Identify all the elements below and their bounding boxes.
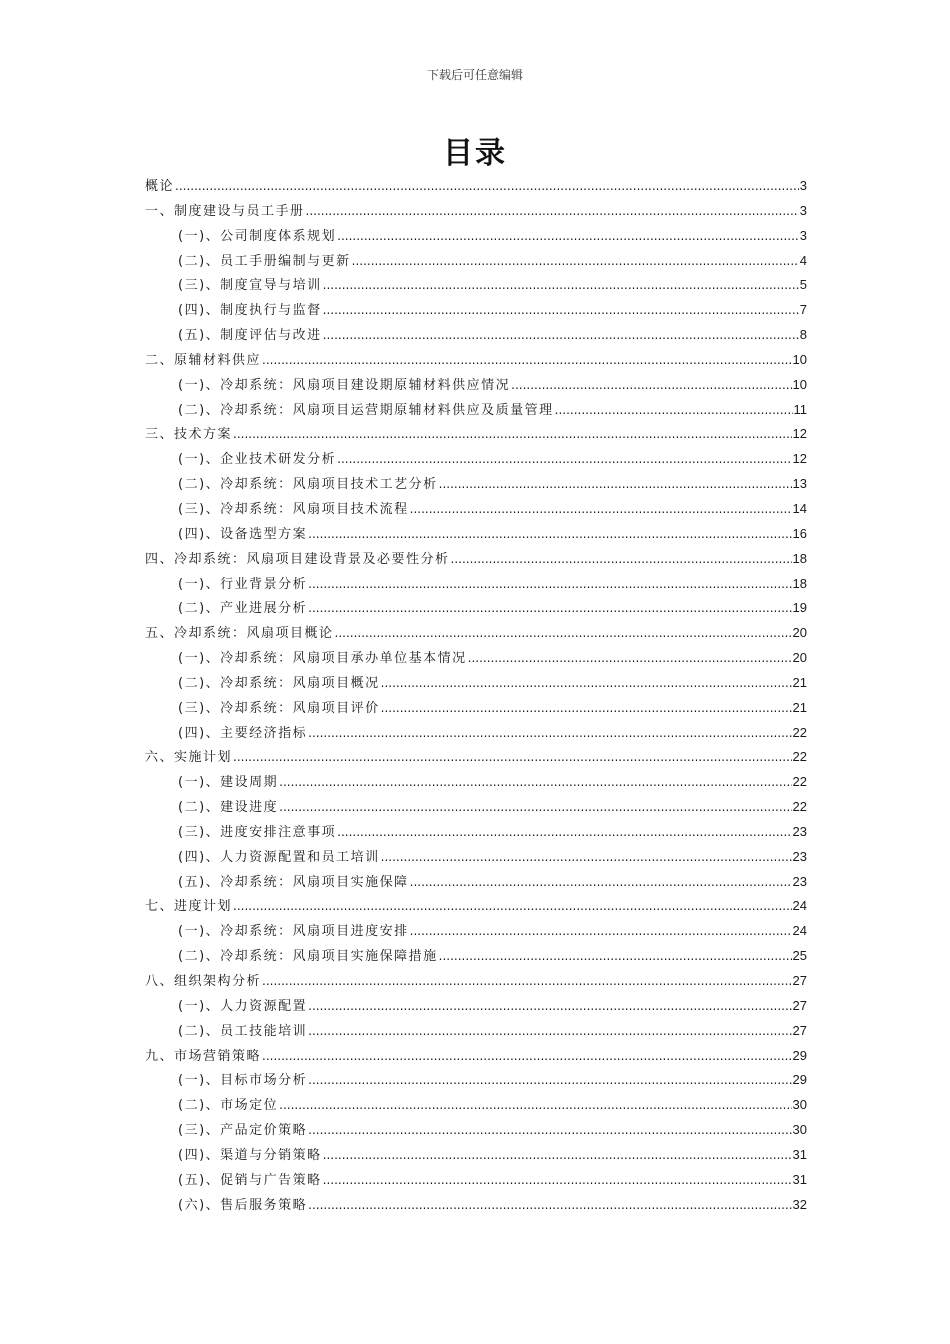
toc-leader-dots	[308, 721, 791, 747]
toc-leader-dots	[308, 522, 791, 548]
toc-leader-dots	[410, 870, 792, 896]
toc-leader-dots	[381, 671, 792, 697]
toc-entry[interactable]	[145, 845, 807, 870]
toc-entry[interactable]	[145, 497, 807, 522]
toc-entry[interactable]	[145, 1118, 807, 1143]
toc-entry-text: 四、冷却系统：风扇项目建设背景及必要性分析	[145, 551, 450, 567]
toc-entry-page: 21	[792, 674, 807, 690]
toc-entry-page: 23	[792, 873, 807, 889]
toc-entry-page: 10	[792, 376, 807, 392]
toc-leader-dots	[439, 472, 792, 498]
toc-entry[interactable]	[145, 547, 807, 572]
toc-entry[interactable]	[145, 1068, 807, 1093]
toc-entry[interactable]	[145, 1093, 807, 1118]
toc-entry-text: 七、进度计划	[145, 899, 233, 915]
toc-leader-dots	[262, 1044, 792, 1070]
toc-entry-text: (二)、员工手册编制与更新	[178, 253, 351, 269]
toc-entry-text: (四)、人力资源配置和员工培训	[178, 849, 380, 865]
toc-entry-text: (一)、行业背景分析	[178, 576, 308, 592]
toc-entry[interactable]	[145, 298, 807, 323]
toc-entry[interactable]	[145, 572, 807, 597]
header-note: 下载后可任意编辑	[426, 68, 523, 82]
toc-entry-page: 27	[792, 973, 807, 988]
toc-entry-page: 8	[799, 327, 807, 343]
toc-entry-text: (一)、冷却系统：风扇项目建设期原辅材料供应情况	[178, 377, 511, 393]
toc-entry-text: (三)、制度宣导与培训	[178, 278, 322, 294]
toc-entry-page: 5	[799, 277, 807, 293]
toc-entry-text: (一)、目标市场分析	[178, 1073, 308, 1089]
toc-entry[interactable]	[145, 621, 807, 646]
toc-entry-page: 3	[799, 178, 807, 193]
toc-entry[interactable]	[145, 422, 807, 447]
toc-entry-page: 19	[792, 600, 807, 616]
toc-entry-page: 18	[792, 575, 807, 591]
toc-entry-page: 7	[799, 302, 807, 318]
toc-entry-page: 27	[792, 1022, 807, 1038]
toc-leader-dots	[381, 696, 792, 722]
toc-leader-dots	[279, 770, 791, 796]
toc-entry-text: (二)、冷却系统：风扇项目概况	[178, 675, 380, 691]
toc-entry-page: 24	[792, 923, 807, 939]
toc-entry-page: 32	[792, 1196, 807, 1212]
table-of-contents	[145, 174, 807, 1217]
toc-leader-dots	[323, 1168, 792, 1194]
toc-entry-text: (二)、产业进展分析	[178, 601, 308, 617]
toc-leader-dots	[337, 447, 791, 473]
toc-entry[interactable]	[145, 820, 807, 845]
toc-entry-text: (五)、促销与广告策略	[178, 1172, 322, 1188]
toc-entry[interactable]	[145, 1168, 807, 1193]
toc-entry-page: 25	[792, 948, 807, 964]
toc-entry[interactable]	[145, 472, 807, 497]
toc-entry-page: 24	[792, 898, 807, 914]
toc-entry[interactable]	[145, 348, 807, 373]
toc-entry-page: 31	[792, 1171, 807, 1187]
toc-leader-dots	[439, 944, 792, 970]
toc-entry-text: (五)、冷却系统：风扇项目实施保障	[178, 874, 409, 890]
toc-entry[interactable]	[145, 373, 807, 398]
toc-leader-dots	[233, 894, 792, 920]
toc-entry[interactable]	[145, 522, 807, 547]
toc-entry-page: 22	[792, 799, 807, 815]
toc-entry-text: (六)、售后服务策略	[178, 1197, 308, 1213]
toc-entry-text: (一)、人力资源配置	[178, 998, 308, 1014]
toc-entry-text: (五)、制度评估与改进	[178, 328, 322, 344]
toc-entry[interactable]	[145, 745, 807, 770]
toc-entry-page: 10	[792, 351, 807, 367]
toc-entry[interactable]	[145, 646, 807, 671]
toc-entry-page: 30	[792, 1122, 807, 1138]
toc-entry-page: 11	[793, 401, 807, 417]
toc-entry[interactable]	[145, 1019, 807, 1044]
toc-entry-page: 3	[799, 202, 807, 218]
toc-entry[interactable]	[145, 249, 807, 274]
toc-entry-text: 五、冷却系统：风扇项目概论	[145, 626, 334, 642]
toc-entry-page: 20	[792, 625, 807, 641]
toc-leader-dots	[555, 398, 793, 424]
toc-leader-dots	[262, 969, 792, 995]
toc-entry[interactable]	[145, 994, 807, 1019]
toc-leader-dots	[308, 596, 791, 622]
toc-leader-dots	[381, 845, 792, 871]
toc-leader-dots	[279, 1093, 791, 1119]
toc-entry[interactable]	[145, 969, 807, 994]
toc-entry-text: (二)、冷却系统：风扇项目实施保障措施	[178, 949, 438, 965]
toc-entry-text: 六、实施计划	[145, 750, 233, 766]
toc-leader-dots	[337, 820, 791, 846]
toc-leader-dots	[335, 621, 792, 647]
toc-entry-text: (二)、市场定位	[178, 1098, 279, 1114]
toc-entry-page: 4	[799, 252, 807, 268]
toc-leader-dots	[323, 323, 799, 349]
toc-entry[interactable]	[145, 398, 807, 423]
toc-entry[interactable]	[145, 596, 807, 621]
toc-entry-page: 22	[792, 724, 807, 740]
toc-entry[interactable]	[145, 447, 807, 472]
toc-entry-page: 30	[792, 1097, 807, 1113]
toc-entry-text: (一)、冷却系统：风扇项目承办单位基本情况	[178, 651, 467, 667]
toc-entry-page: 20	[792, 650, 807, 666]
toc-entry-page: 31	[792, 1146, 807, 1162]
toc-entry-page: 16	[792, 525, 807, 541]
toc-entry[interactable]	[145, 894, 807, 919]
toc-entry[interactable]	[145, 696, 807, 721]
toc-leader-dots	[352, 249, 799, 275]
toc-entry[interactable]	[145, 273, 807, 298]
toc-entry-text: 八、组织架构分析	[145, 974, 262, 989]
toc-leader-dots	[175, 174, 799, 200]
toc-entry-text: (三)、产品定价策略	[178, 1123, 308, 1139]
toc-entry-page: 13	[792, 476, 807, 492]
toc-leader-dots	[451, 547, 792, 573]
toc-entry-text: (二)、员工技能培训	[178, 1023, 308, 1039]
toc-entry-page: 3	[799, 227, 807, 243]
toc-entry-text: (二)、建设进度	[178, 800, 279, 816]
toc-leader-dots	[410, 497, 792, 523]
toc-leader-dots	[323, 1143, 792, 1169]
toc-entry[interactable]	[145, 870, 807, 895]
toc-leader-dots	[308, 572, 791, 598]
toc-leader-dots	[306, 199, 799, 225]
toc-entry[interactable]	[145, 919, 807, 944]
toc-leader-dots	[233, 745, 792, 771]
toc-entry-text: 概论	[145, 179, 175, 194]
toc-entry[interactable]	[145, 174, 807, 199]
toc-entry[interactable]	[145, 944, 807, 969]
toc-entry-text: (四)、设备选型方案	[178, 526, 308, 542]
toc-entry-page: 29	[792, 1047, 807, 1063]
toc-entry[interactable]	[145, 224, 807, 249]
toc-entry-page: 18	[792, 550, 807, 566]
toc-entry-text: (四)、渠道与分销策略	[178, 1147, 322, 1163]
toc-entry[interactable]	[145, 770, 807, 795]
toc-entry[interactable]	[145, 1044, 807, 1069]
toc-leader-dots	[233, 422, 792, 448]
toc-entry[interactable]	[145, 323, 807, 348]
toc-entry-text: (一)、建设周期	[178, 775, 279, 791]
toc-entry-text: (一)、冷却系统：风扇项目进度安排	[178, 924, 409, 940]
toc-entry[interactable]	[145, 671, 807, 696]
toc-leader-dots	[410, 919, 792, 945]
toc-entry-page: 12	[792, 451, 807, 467]
toc-leader-dots	[308, 994, 791, 1020]
toc-leader-dots	[308, 1068, 791, 1094]
toc-entry-page: 22	[792, 749, 807, 765]
toc-entry-page: 22	[792, 774, 807, 790]
toc-entry-text: (四)、主要经济指标	[178, 725, 308, 741]
toc-entry-page: 21	[792, 699, 807, 715]
toc-leader-dots	[279, 795, 791, 821]
toc-entry-text: (三)、冷却系统：风扇项目评价	[178, 700, 380, 716]
toc-leader-dots	[468, 646, 792, 672]
toc-entry[interactable]	[145, 1193, 807, 1218]
toc-entry-page: 23	[792, 848, 807, 864]
toc-entry-text: (一)、公司制度体系规划	[178, 228, 337, 244]
toc-entry-text: (二)、冷却系统：风扇项目技术工艺分析	[178, 477, 438, 493]
toc-leader-dots	[308, 1118, 791, 1144]
toc-entry-page: 14	[792, 500, 807, 516]
toc-leader-dots	[308, 1193, 791, 1219]
toc-entry[interactable]	[145, 1143, 807, 1168]
toc-leader-dots	[308, 1019, 791, 1045]
toc-leader-dots	[337, 224, 799, 250]
toc-entry-page: 23	[792, 823, 807, 839]
toc-title: 目录	[443, 136, 507, 171]
toc-entry-text: 二、原辅材料供应	[145, 352, 262, 368]
toc-entry[interactable]	[145, 795, 807, 820]
toc-leader-dots	[323, 273, 799, 299]
toc-entry-text: (二)、冷却系统：风扇项目运营期原辅材料供应及质量管理	[178, 402, 554, 418]
toc-entry-page: 12	[792, 426, 807, 442]
toc-leader-dots	[262, 348, 792, 374]
toc-entry-page: 29	[792, 1072, 807, 1088]
toc-entry[interactable]	[145, 199, 807, 224]
toc-entry-text: (三)、进度安排注意事项	[178, 824, 337, 840]
toc-entry-text: 三、技术方案	[145, 427, 233, 443]
toc-leader-dots	[323, 298, 799, 324]
toc-entry[interactable]	[145, 721, 807, 746]
toc-entry-text: 九、市场营销策略	[145, 1048, 262, 1064]
toc-entry-text: (一)、企业技术研发分析	[178, 452, 337, 468]
toc-leader-dots	[511, 373, 791, 399]
toc-entry-text: (三)、冷却系统：风扇项目技术流程	[178, 501, 409, 517]
toc-entry-text: (四)、制度执行与监督	[178, 303, 322, 319]
toc-entry-text: 一、制度建设与员工手册	[145, 203, 305, 219]
toc-entry-page: 27	[792, 997, 807, 1013]
